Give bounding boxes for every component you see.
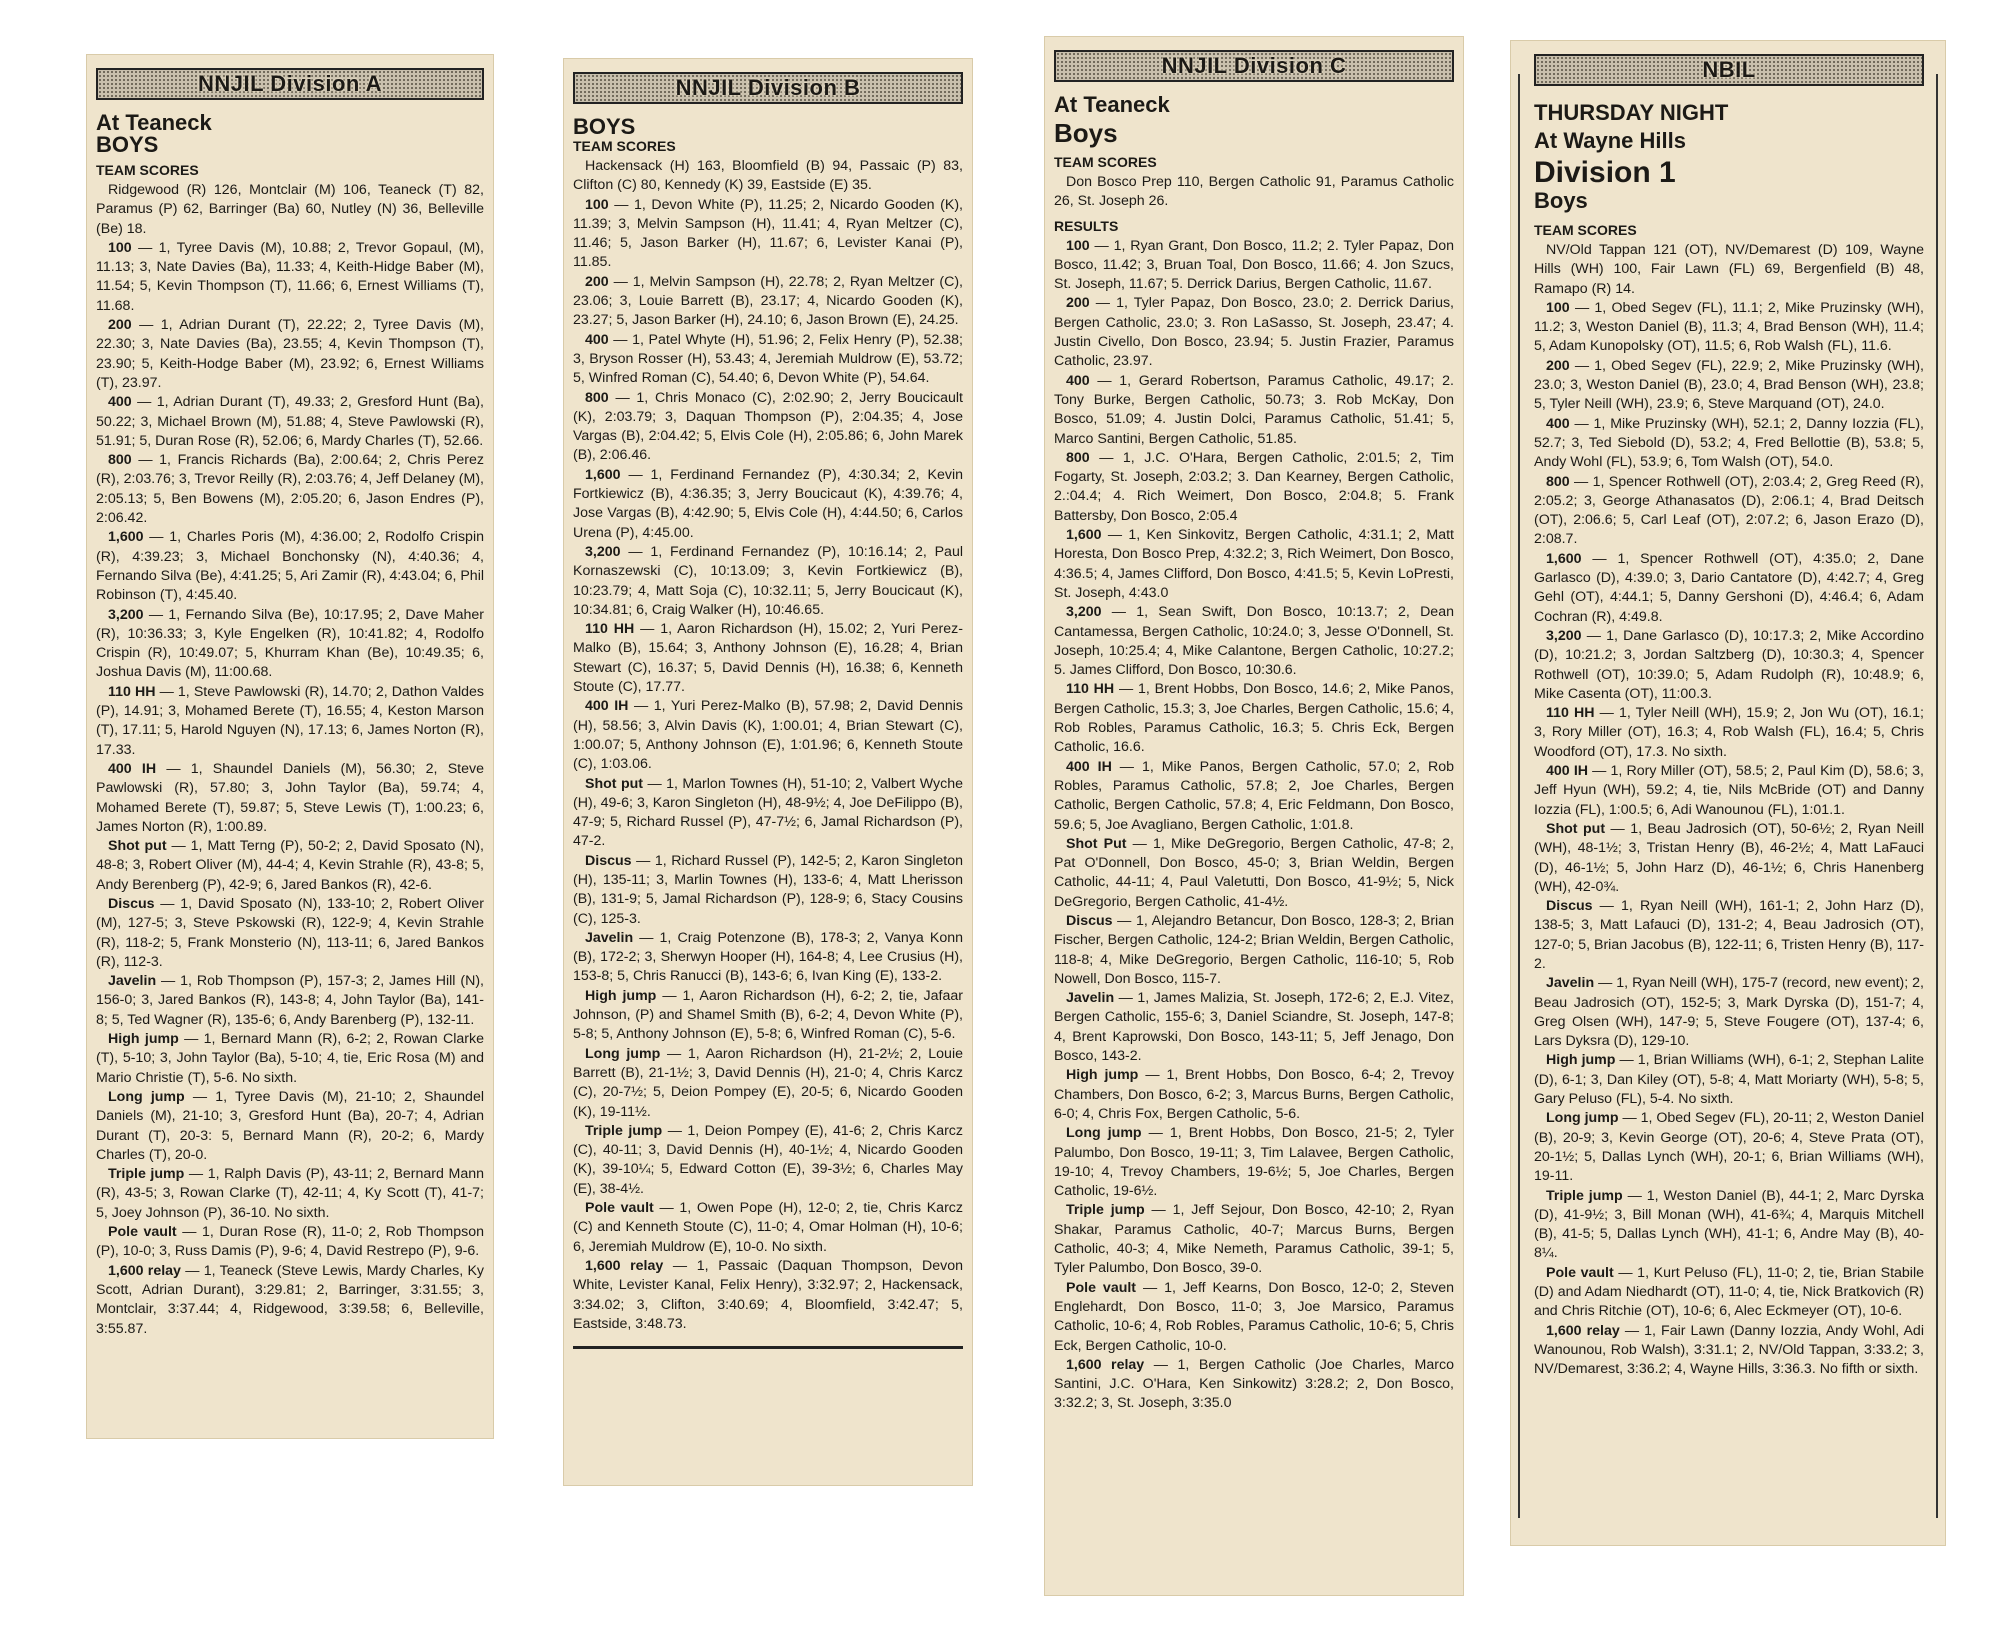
event-text: — 1, Rob Thompson (P), 157-3; 2, James Hill (N), 156-0; 3, Jared Bankos (R), 143-8; 4, John Taylor (Ba), 141-8; 5, Ted Wagner (R), 135-6; 6, Andy Barenberg (P), 132-11.	[96, 973, 484, 1028]
event-name: 1,600 relay	[1546, 1322, 1620, 1339]
event-result	[1054, 1066, 1454, 1124]
event-result	[96, 316, 484, 393]
clipping-division-a	[86, 54, 494, 1439]
event-name: Shot Put	[1066, 835, 1127, 852]
event-name: 110 HH	[1066, 681, 1115, 698]
event-result	[573, 1257, 963, 1334]
event-name: Triple jump	[585, 1122, 663, 1139]
event-text: — 1, Ralph Davis (P), 43-11; 2, Bernard Mann (R), 43-5; 3, Rowan Clarke (T), 42-11; 4, Ky Scott (T), 41-7; 5, Joey Johnson (P), 36-10. No sixth.	[96, 1166, 484, 1221]
event-text: — 1, Tyler Papaz, Don Bosco, 23.0; 2. Derrick Darius, Bergen Catholic, 23.0; 3. Ron LaSasso, St. Joseph, 23.47; 4. Justin Civello, Don Bosco, 23.94; 5. Justin Frazier, Paramus Catholic, 23.97.	[1054, 295, 1454, 370]
event-result	[573, 1199, 963, 1257]
event-text: — 1, Obed Segev (FL), 20-11; 2, Weston Daniel (B), 20-9; 3, Kevin George (OT), 20-6; 4, Steve Prata (OT), 20-1½; 5, Dallas Lynch (WH), 20-1; 6, Brian Williams (WH), 19-11.	[1534, 1110, 1924, 1185]
location-heading: At Teaneck	[1054, 92, 1170, 117]
event-result	[1534, 897, 1924, 974]
team-scores-label: TEAM SCORES	[1534, 222, 1637, 238]
banner-division-c	[1054, 50, 1454, 82]
event-text: — 1, Ryan Neill (WH), 161-1; 2, John Harz (D), 138-5; 3, Matt Lafauci (D), 131-2; 4, Beau Jadrosich (OT), 127-0; 5, Brian Jacobus (B), 122-11; 6, Tristen Henry (B), 117-2.	[1534, 898, 1924, 972]
event-text: — 1, Tyler Neill (WH), 15.9; 2, Jon Wu (OT), 16.1; 3, Rory Miller (OT), 16.3; 4, Rob Walsh (FL), 16.4; 5, Chris Woodford (OT), 17.3. No sixth.	[1534, 705, 1924, 760]
event-result	[1054, 1279, 1454, 1356]
event-result	[1534, 1264, 1924, 1322]
event-list	[1054, 237, 1454, 1414]
event-name: 800	[585, 389, 609, 406]
event-name: Pole vault	[585, 1200, 654, 1217]
event-name: 400 IH	[108, 760, 157, 777]
event-name: 400 IH	[1546, 763, 1589, 780]
event-result	[1054, 237, 1454, 295]
event-text: — 1, Patel Whyte (H), 51.96; 2, Felix Henry (P), 52.38; 3, Bryson Rosser (H), 53.43; 4, Jeremiah Muldrow (E), 53.72; 5, Winfred Roman (C), 54.40; 6, Devon White (P), 54.64.	[573, 331, 963, 387]
event-name: Javelin	[585, 929, 634, 946]
event-text: — 1, Beau Jadrosich (OT), 50-6½; 2, Ryan Neill (WH), 48-1½; 3, Tristan Henry (B), 46-2½; 4, Matt LaFauci (D), 46-1½; 5, John Harz (D), 46-1½; 6, Chris Hanenberg (WH), 42-0¾.	[1534, 820, 1924, 895]
event-name: Triple jump	[1066, 1202, 1145, 1219]
event-name: Shot put	[585, 775, 644, 792]
event-result	[96, 1030, 484, 1088]
event-name: 400	[585, 331, 609, 348]
event-name: 110 HH	[108, 683, 156, 700]
event-name: Long jump	[108, 1088, 185, 1105]
event-result	[1534, 1322, 1924, 1380]
event-name: Javelin	[108, 973, 157, 990]
event-text: — 1, Aaron Richardson (H), 21-2½; 2, Louie Barrett (B), 21-1½; 3, David Dennis (H), 21-0; 4, Chris Karcz (C), 20-7½; 5, Deion Pompey (E), 20-5; 6, Nicardo Gooden (K), 19-11½.	[573, 1045, 963, 1120]
event-text: — 1, Craig Potenzone (B), 178-3; 2, Vanya Konn (B), 172-2; 3, Sherwyn Hooper (H), 164-8; 4, Lee Crusius (H), 153-8; 5, Chris Ranucci (B), 143-6; 6, Ivan King (E), 133-2.	[573, 929, 963, 985]
event-text: — 1, Kurt Peluso (FL), 11-0; 2, tie, Brian Stabile (D) and Adam Niedhardt (OT), 11-0; 4, tie, Nick Bratkovich (R) and Chris Ritchie (OT), 10-6; 6, Alec Eckmeyer (OT), 10-6.	[1534, 1264, 1924, 1320]
event-result	[1054, 835, 1454, 912]
event-name: 100	[1546, 299, 1570, 316]
event-text: — 1, Ken Sinkovitz, Bergen Catholic, 4:31.1; 2, Matt Horesta, Don Bosco Prep, 4:32.2; 3, Rich Weimert, Don Bosco, 4:36.5; 4, James Clifford, Don Bosco, 4:41.5; 5, Kevin LoPresti, St. Joseph, 4:43.0	[1054, 527, 1454, 601]
event-text: — 1, Melvin Sampson (H), 22.78; 2, Ryan Meltzer (C), 23.06; 3, Louie Barrett (B), 23.17; 4, Nicardo Gooden (K), 23.27; 5, Jason Barker (H), 24.10; 6, Jason Brown (E), 24.25.	[573, 273, 963, 329]
event-list	[1534, 299, 1924, 1380]
event-result	[573, 196, 963, 273]
gender-heading: Boys	[1534, 188, 1588, 213]
event-text: — 1, Deion Pompey (E), 41-6; 2, Chris Karcz (C), 40-11; 3, David Dennis (H), 40-1½; 4, Nicardo Gooden (K), 39-10¼; 5, Edward Cotton (E), 39-3½; 6, Charles May (E), 38-4½.	[573, 1122, 963, 1197]
event-text: — 1, Owen Pope (H), 12-0; 2, tie, Chris Karcz (C) and Kenneth Stoute (C), 11-0; 4, Omar Holman (H), 10-6; 6, Jeremiah Muldrow (E), 10-0. No sixth.	[573, 1200, 963, 1255]
event-result	[573, 929, 963, 987]
event-name: 110 HH	[1546, 705, 1595, 722]
team-scores-label: TEAM SCORES	[1054, 154, 1157, 170]
event-name: 1,600 relay	[108, 1262, 181, 1279]
event-result	[1534, 357, 1924, 415]
event-result	[1534, 974, 1924, 1051]
event-text: — 1, David Sposato (N), 133-10; 2, Robert Oliver (M), 127-5; 3, Steve Pskowski (R), 122-9; 4, Kevin Strahle (R), 118-2; 5, Frank Monsterio (N), 113-11; 6, Jared Bankos (R), 112-3.	[96, 895, 484, 970]
event-result	[573, 852, 963, 929]
banner-title: NBIL	[1702, 57, 1756, 82]
event-name: 800	[1066, 449, 1090, 466]
event-result	[96, 1262, 484, 1339]
event-name: Discus	[108, 895, 155, 912]
event-result	[96, 837, 484, 895]
event-result	[1534, 299, 1924, 357]
event-result	[573, 389, 963, 466]
event-result	[96, 528, 484, 605]
event-text: — 1, Weston Daniel (B), 44-1; 2, Marc Dyrska (D), 41-9½; 3, Bill Monan (WH), 41-6¾; 4, Marquis Mitchell (B), 41-5; 5, Dallas Lynch (WH), 41-1; 6, Andre May (B), 40-8¼.	[1534, 1187, 1924, 1262]
event-text: — 1, Ferdinand Fernandez (P), 10:16.14; 2, Paul Kornaszewski (C), 10:13.09; 3, Kevin Fortkiewicz (B), 10:23.79; 4, Matt Soja (C), 10:32.11; 5, Jerry Boucicaut (K), 10:34.81; 6, Craig Walker (H), 10:46.65.	[573, 543, 963, 618]
event-result	[96, 606, 484, 683]
event-name: Discus	[1546, 898, 1593, 915]
event-text: — 1, Adrian Durant (T), 22.22; 2, Tyree Davis (M), 22.30; 3, Nate Davies (Ba), 23.55; 4, Kevin Thompson (T), 23.90; 5, Keith-Hodge Baber (M), 23.92; 6, Ernest Williams (T), 23.97.	[96, 317, 484, 391]
event-text: — 1, Jeff Sejour, Don Bosco, 42-10; 2, Ryan Shakar, Paramus Catholic, 40-7; Marcus Burns, Bergen Catholic, 40-3; 4, Mike Nemeth, Paramus Catholic, 39-1; 5, Tyler Palumbo, Don Bosco, 39-0.	[1054, 1202, 1454, 1277]
event-result	[1534, 550, 1924, 627]
banner-division-a	[96, 68, 484, 100]
team-scores-label: TEAM SCORES	[573, 138, 676, 154]
banner-nbil	[1534, 54, 1924, 86]
event-result	[1054, 912, 1454, 989]
event-name: High jump	[585, 987, 657, 1004]
event-name: 200	[1066, 295, 1090, 312]
event-result	[96, 239, 484, 316]
event-name: 400 IH	[585, 698, 629, 715]
event-result	[573, 466, 963, 543]
event-text: — 1, Ryan Neill (WH), 175-7 (record, new event); 2, Beau Jadrosich (OT), 152-5; 3, Mark Dyrska (D), 151-7; 4, Greg Olsen (WH), 147-9; 5, Steve Fougere (OT), 137-4; 6, Lars Dyksra (D), 129-10.	[1534, 975, 1924, 1050]
event-result	[1054, 1124, 1454, 1201]
event-result	[573, 273, 963, 331]
team-scores: Ridgewood (R) 126, Montclair (M) 106, Teaneck (T) 82, Paramus (P) 62, Barringer (Ba) 60, Nutley (N) 36, Belleville (Be) 18.	[96, 182, 484, 237]
event-name: 800	[108, 452, 132, 469]
event-result	[96, 683, 484, 760]
event-name: Pole vault	[108, 1224, 177, 1241]
event-name: 110 HH	[585, 621, 635, 638]
clipping-division-c	[1044, 36, 1464, 1596]
clipping-nbil	[1510, 40, 1946, 1546]
event-result	[1054, 372, 1454, 449]
event-result	[96, 760, 484, 837]
gender-heading: Boys	[1054, 118, 1118, 148]
event-name: High jump	[1546, 1052, 1616, 1069]
event-name: 800	[1546, 473, 1570, 490]
event-name: 1,600 relay	[585, 1257, 664, 1274]
event-result	[1054, 1201, 1454, 1278]
event-text: — 1, Obed Segev (FL), 11.1; 2, Mike Pruzinsky (WH), 11.2; 3, Weston Daniel (B), 11.3; 4, Brad Benson (WH), 11.4; 5, Adam Kunopolsky (OT), 11.5; 6, Rob Walsh (FL), 11.6.	[1534, 299, 1924, 355]
event-name: 3,200	[108, 606, 144, 623]
event-text: — 1, Shaundel Daniels (M), 56.30; 2, Steve Pawlowski (R), 57.80; 3, John Taylor (Ba), 59.74; 4, Mohamed Berete (T), 59.87; 5, Steve Lewis (T), 1:00.23; 6, James Norton (R), 1:00.89.	[96, 760, 484, 835]
event-name: 3,200	[1066, 604, 1102, 621]
gender-heading: BOYS	[573, 114, 636, 139]
banner-title: NNJIL Division C	[1161, 53, 1347, 78]
event-text: — 1, Adrian Durant (T), 49.33; 2, Gresford Hunt (Ba), 50.22; 3, Michael Brown (M), 51.88; 4, Steve Pawlowski (R), 51.91; 5, Duran Rose (R), 52.06; 6, Mardy Charles (T), 52.66.	[96, 394, 484, 449]
event-result	[573, 697, 963, 774]
event-result	[1534, 627, 1924, 704]
event-text: — 1, Chris Monaco (C), 2:02.90; 2, Jerry Boucicault (K), 2:03.79; 3, Daquan Thompson (P), 2:04.35; 4, Jose Vargas (B), 2:04.42; 5, Elvis Cole (H), 2:05.86; 6, John Marek (B), 2:06.46.	[573, 389, 963, 464]
banner-title: NNJIL Division A	[197, 71, 383, 96]
event-text: — 1, Richard Russel (P), 142-5; 2, Karon Singleton (H), 135-11; 3, Marlin Townes (H), 133-6; 4, Matt Lherisson (B), 131-9; 5, Jamal Richardson (P), 128-9; 6, Stacy Cousins (C), 125-3.	[573, 852, 963, 927]
event-result	[573, 775, 963, 852]
event-result	[96, 393, 484, 451]
event-name: Long jump	[585, 1045, 661, 1062]
team-scores: NV/Old Tappan 121 (OT), NV/Demarest (D) 109, Wayne Hills (WH) 100, Fair Lawn (FL) 69, Bergenfield (B) 48, Ramapo (R) 14.	[1534, 242, 1924, 297]
event-text: — 1, Spencer Rothwell (OT), 4:35.0; 2, Dane Garlasco (D), 4:39.0; 3, Dario Cantatore (D), 4:42.7; 4, Greg Gehl (OT), 4:44.1; 5, Danny Gershoni (D), 4:46.4; 6, Adam Cochran (R), 4:49.8.	[1534, 550, 1924, 625]
event-result	[573, 331, 963, 389]
event-result	[1534, 415, 1924, 473]
event-result	[573, 1122, 963, 1199]
gender-heading: BOYS	[96, 132, 159, 157]
event-list	[96, 239, 484, 1339]
event-result	[1534, 473, 1924, 550]
event-result	[96, 895, 484, 972]
event-result	[1054, 680, 1454, 757]
event-name: 1,600	[108, 529, 144, 546]
banner-title: NNJIL Division B	[675, 75, 861, 100]
event-result	[1054, 294, 1454, 371]
event-name: Pole vault	[1066, 1279, 1137, 1296]
location-heading: At Wayne Hills	[1534, 128, 1686, 153]
event-name: Javelin	[1546, 975, 1595, 992]
event-name: Discus	[585, 852, 632, 869]
event-name: Triple jump	[1546, 1187, 1623, 1204]
event-result	[1054, 449, 1454, 526]
division-heading: Division 1	[1534, 156, 1676, 189]
event-result	[573, 543, 963, 620]
event-result	[1054, 758, 1454, 835]
event-result	[96, 451, 484, 528]
event-list	[573, 196, 963, 1350]
team-scores-label: TEAM SCORES	[96, 162, 199, 178]
event-result	[573, 1045, 963, 1122]
event-text: — 1, Brent Hobbs, Don Bosco, 14.6; 2, Mike Panos, Bergen Catholic, 15.3; 3, Joe Charles, Bergen Catholic, 15.6; 4, Rob Robles, Paramus Catholic, 16.3; 5. Chris Eck, Bergen Catholic, 16.6.	[1054, 681, 1454, 756]
event-text: — 1, Tyree Davis (M), 10.88; 2, Trevor Gopaul, (M), 11.13; 3, Nate Davies (Ba), 11.33; 4, Keith-Hidge Baber (M), 11.54; 5, Kevin Thompson (T), 11.66; 6, Ernest Williams (T), 11.68.	[96, 239, 484, 314]
event-text: — 1, Charles Poris (M), 4:36.00; 2, Rodolfo Crispin (R), 4:39.23; 3, Michael Bonchonsky (N), 4:40.36; 4, Fernando Silva (Be), 4:41.25; 5, Ari Zamir (R), 4:43.04; 6, Phil Robinson (T), 4:45.40.	[96, 529, 484, 604]
event-text: — 1, Yuri Perez-Malko (B), 57.98; 2, David Dennis (H), 58.56; 3, Alvin Davis (K), 1:00.01; 4, Brian Stewart (C), 1:00.07; 5, Anthony Johnson (E), 1:01.96; 6, Kenneth Stoute (C), 1:03.06.	[573, 698, 963, 773]
location-heading: At Teaneck	[96, 110, 212, 135]
event-text: — 1, Devon White (P), 11.25; 2, Nicardo Gooden (K), 11.39; 3, Melvin Sampson (H), 11.41; 4, Ryan Meltzer (C), 11.46; 5, Jason Barker (H), 11.67; 6, Levister Kanai (P), 11.85.	[573, 196, 963, 271]
event-result	[1054, 989, 1454, 1066]
event-name: Shot put	[1546, 820, 1606, 837]
clipping-division-b	[563, 58, 973, 1486]
event-result	[1534, 762, 1924, 820]
event-text: — 1, Gerard Robertson, Paramus Catholic, 49.17; 2. Tony Burke, Bergen Catholic, 50.73; 3. Rob McKay, Don Bosco, 51.09; 4. Justin Dolci, Paramus Catholic, 51.41; 5, Marco Santini, Bergen Catholic, 51.85.	[1054, 372, 1454, 447]
event-name: Triple jump	[108, 1166, 185, 1183]
event-text: — 1, James Malizia, St. Joseph, 172-6; 2, E.J. Vitez, Bergen Catholic, 155-6; 3, Daniel Sciandre, St. Joseph, 147-8; 4, Brent Kaprowski, Don Bosco, 143-11; 5, Jeff Jenago, Don Bosco, 143-2.	[1054, 990, 1454, 1065]
bottom-rule	[573, 1346, 963, 1349]
event-result	[1054, 526, 1454, 603]
event-text: — 1, Brent Hobbs, Don Bosco, 6-4; 2, Trevoy Chambers, Don Bosco, 6-2; 3, Marcus Burns, Bergen Catholic, 6-0; 4, Chris Fox, Bergen Catholic, 5-6.	[1054, 1067, 1454, 1122]
event-name: 1,600 relay	[1066, 1356, 1145, 1373]
event-result	[1054, 603, 1454, 680]
event-text: — 1, Fair Lawn (Danny Iozzia, Andy Wohl, Adi Wanounou, Rob Walsh), 3:31.1; 2, NV/Old Tappan, 3:33.2; 3, NV/Demarest, 3:36.2; 4, Wayne Hills, 3:36.3. No fifth or sixth.	[1534, 1322, 1924, 1378]
event-text: — 1, Ferdinand Fernandez (P), 4:30.34; 2, Kevin Fortkiewicz (B), 4:36.35; 3, Jerry Boucicaut (K), 4:39.76; 4, Jose Vargas (B), 4:42.90; 5, Elvis Cole (H), 4:44.50; 6, Carlos Urena (P), 4:45.00.	[573, 466, 963, 541]
event-name: 1,600	[1546, 550, 1582, 567]
event-text: — 1, Francis Richards (Ba), 2:00.64; 2, Chris Perez (R), 2:03.76; 3, Trevor Reilly (R), 2:03.76; 4, Jeff Delaney (M), 2:05.13; 5, Ben Bowens (M), 2:05.20; 6, Jason Endres (P), 2:06.42.	[96, 452, 484, 527]
event-text: — 1, Obed Segev (FL), 22.9; 2, Mike Pruzinsky (WH), 23.0; 3, Weston Daniel (B), 23.0; 4, Brad Benson (WH), 23.8; 5, Tyler Neill (WH), 23.9; 6, Steve Marquand (OT), 24.0.	[1534, 357, 1924, 413]
event-name: 100	[108, 239, 132, 256]
event-text: — 1, Brent Hobbs, Don Bosco, 21-5; 2, Tyler Palumbo, Don Bosco, 19-11; 3, Tim Lalavee, Bergen Catholic, 19-10; 4, Trevoy Chambers, 19-6½; 5, Joe Charles, Bergen Catholic, 19-6½.	[1054, 1125, 1454, 1200]
event-text: — 1, Mike Panos, Bergen Catholic, 57.0; 2, Rob Robles, Paramus Catholic, 57.8; 2, Joe Charles, Bergen Catholic, Bergen Catholic, 57.8; 4, Eric Feldmann, Don Bosco, 59.6; 5, Joe Avagliano, Bergen Catholic, 1:01.8.	[1054, 758, 1454, 833]
event-name: 400 IH	[1066, 758, 1112, 775]
event-text: — 1, Spencer Rothwell (OT), 2:03.4; 2, Greg Reed (R), 2:05.2; 3, George Athanasatos (D), 2:06.1; 4, Brad Deitsch (OT), 2:06.6; 5, Carl Leaf (OT), 2:07.2; 6, Jason Erazo (D), 2:08.7.	[1534, 473, 1924, 548]
event-text: — 1, Dane Garlasco (D), 10:17.3; 2, Mike Accordino (D), 10:21.2; 3, Jordan Saltzberg (D), 10:30.3; 4, Spencer Rothwell (OT), 10:39.0; 5, Adam Rudolph (R), 10:48.9; 6, Mike Casenta (OT), 11:00.3.	[1534, 627, 1924, 702]
event-result	[573, 987, 963, 1045]
event-name: Shot put	[108, 838, 167, 855]
event-text: — 1, Steve Pawlowski (R), 14.70; 2, Dathon Valdes (P), 14.91; 3, Mohamed Berete (T), 16.55; 4, Keston Marson (T), 17.11; 5, Harold Nguyen (N), 17.13; 6, James Norton (R), 17.33.	[96, 683, 484, 758]
event-text: — 1, Fernando Silva (Be), 10:17.95; 2, Dave Maher (R), 10:36.33; 3, Kyle Engelken (R), 10:41.82; 4, Rodolfo Crispin (R), 10:49.07; 5, Khurram Khan (Be), 10:49.35; 6, Joshua Davis (M), 11:00.68.	[96, 606, 484, 681]
event-name: 3,200	[1546, 627, 1582, 644]
event-result	[96, 1165, 484, 1223]
team-scores: Hackensack (H) 163, Bloomfield (B) 94, Passaic (P) 83, Clifton (C) 80, Kennedy (K) 39, Eastside (E) 35.	[573, 158, 963, 194]
event-result	[1054, 1356, 1454, 1414]
event-name: Long jump	[1546, 1110, 1619, 1127]
event-name: 400	[1546, 415, 1570, 432]
event-name: 200	[585, 273, 609, 290]
event-text: — 1, Duran Rose (R), 11-0; 2, Rob Thompson (P), 10-0; 3, Russ Damis (P), 9-6; 4, David Restrepo (P), 9-6.	[96, 1224, 484, 1260]
event-text: — 1, Sean Swift, Don Bosco, 10:13.7; 2, Dean Cantamessa, Bergen Catholic, 10:24.0; 3, Jesse O'Donnell, St. Joseph, 10:25.4; 4, Mike Calantone, Bergen Catholic, 10:27.2; 5. James Clifford, Don Bosco, 10:30.6.	[1054, 604, 1454, 679]
event-text: — 1, Rory Miller (OT), 58.5; 2, Paul Kim (D), 58.6; 3, Jeff Hyun (WH), 59.2; 4, tie, Nils McBride (OT) and Danny Iozzia (FL), 1:00.5; 6, Adi Wanounou (FL), 1:01.1.	[1534, 763, 1924, 818]
night-heading: THURSDAY NIGHT	[1534, 100, 1729, 125]
event-text: — 1, Marlon Townes (H), 51-10; 2, Valbert Wyche (H), 49-6; 3, Karon Singleton (H), 48-9½; 4, Joe DeFilippo (B), 47-9; 5, Richard Russel (P), 47-7½; 6, Jamal Richardson (P), 47-2.	[573, 775, 963, 850]
event-result	[96, 972, 484, 1030]
event-text: — 1, Aaron Richardson (H), 15.02; 2, Yuri Perez-Malko (B), 15.64; 3, Anthony Johnson (E), 16.28; 4, Brian Stewart (C), 16.37; 5, David Dennis (H), 16.38; 6, Kenneth Stoute (C), 17.77.	[573, 621, 963, 696]
event-result	[1534, 1187, 1924, 1264]
event-name: 100	[1066, 237, 1090, 254]
event-result	[573, 620, 963, 697]
event-name: High jump	[108, 1031, 179, 1048]
results-label: RESULTS	[1054, 217, 1119, 234]
event-name: 200	[108, 317, 132, 334]
event-text: — 1, J.C. O'Hara, Bergen Catholic, 2:01.5; 2, Tim Fogarty, St. Joseph, 2:03.2; 3. Dan Kearney, Bergen Catholic, 2.:04.4; 4. Rich Weimert, Don Bosco, 2:04.8; 5. Frank Battersby, Don Bosco, 2:05.4	[1054, 449, 1454, 524]
event-text: — 1, Matt Terng (P), 50-2; 2, David Sposato (N), 48-8; 3, Robert Oliver (M), 44-4; 4, Kevin Strahle (R), 43-8; 5, Andy Berenberg (P), 42-9; 6, Jared Bankos (R), 42-6.	[96, 838, 484, 893]
event-result	[96, 1223, 484, 1262]
event-name: Javelin	[1066, 990, 1115, 1007]
event-text: — 1, Passaic (Daquan Thompson, Devon White, Levister Kanal, Felix Henry), 3:32.97; 2, Hackensack, 3:34.02; 3, Clifton, 3:40.69; 4, Bloomfield, 3:42.47; 5, Eastside, 3:48.73.	[573, 1257, 963, 1332]
event-text: — 1, Mike DeGregorio, Bergen Catholic, 47-8; 2, Pat O'Donnell, Don Bosco, 45-0; 3, Brian Weldin, Bergen Catholic, 44-11; 4, Paul Valetutti, Don Bosco, 41-9½; 5, Nick DeGregorio, Bergen Catholic, 41-4½.	[1054, 835, 1454, 910]
event-text: — 1, Bergen Catholic (Joe Charles, Marco Santini, J.C. O'Hara, Ken Sinkowitz) 3:28.2; 2, Don Bosco, 3:32.2; 3, St. Joseph, 3:35.0	[1054, 1356, 1454, 1412]
team-scores: Don Bosco Prep 110, Bergen Catholic 91, Paramus Catholic 26, St. Joseph 26.	[1054, 174, 1454, 210]
event-name: 400	[108, 394, 132, 411]
event-text: — 1, Alejandro Betancur, Don Bosco, 128-3; 2, Brian Fischer, Bergen Catholic, 124-2; Brian Weldin, Bergen Catholic, 118-8; 4, Mike DeGregorio, Bergen Catholic, 116-10; 5, Rob Nowell, Don Bosco, 115-7.	[1054, 912, 1454, 987]
event-result	[1534, 1051, 1924, 1109]
event-name: 3,200	[585, 543, 621, 560]
event-text: — 1, Jeff Kearns, Don Bosco, 12-0; 2, Steven Englehardt, Don Bosco, 11-0; 3, Joe Marsico, Paramus Catholic, 10-6; 4, Rob Robles, Paramus Catholic, 10-6; 5, Chris Eck, Bergen Catholic, 10-0.	[1054, 1279, 1454, 1354]
event-name: High jump	[1066, 1067, 1139, 1084]
event-name: Long jump	[1066, 1125, 1142, 1142]
event-name: 200	[1546, 357, 1570, 374]
event-name: 1,600	[1066, 527, 1102, 544]
event-name: 1,600	[585, 466, 621, 483]
event-text: — 1, Bernard Mann (R), 6-2; 2, Rowan Clarke (T), 5-10; 3, John Taylor (Ba), 5-10; 4, tie, Eric Rosa (M) and Mario Christie (T), 5-6. No sixth.	[96, 1031, 484, 1086]
event-text: — 1, Teaneck (Steve Lewis, Mardy Charles, Ky Scott, Adrian Durant), 3:29.81; 2, Barringer, 3:31.55; 3, Montclair, 3:37.44; 4, Ridgewood, 3:39.58; 6, Belleville, 3:55.87.	[96, 1262, 484, 1337]
event-name: Pole vault	[1546, 1264, 1614, 1281]
event-name: 400	[1066, 372, 1090, 389]
banner-division-b	[573, 72, 963, 104]
event-text: — 1, Ryan Grant, Don Bosco, 11.2; 2. Tyler Papaz, Don Bosco, 11.42; 3, Bruan Toal, Don Bosco, 11.66; 4. Jon Szucs, St. Joseph, 11.67; 5. Derrick Darius, Bergen Catholic, 11.67.	[1054, 237, 1454, 293]
event-text: — 1, Tyree Davis (M), 21-10; 2, Shaundel Daniels (M), 21-10; 3, Gresford Hunt (Ba), 20-7; 4, Adrian Durant (T), 20-3: 5, Bernard Mann (R), 20-2; 6, Mardy Charles (T), 20-0.	[96, 1088, 484, 1163]
event-text: — 1, Aaron Richardson (H), 6-2; 2, tie, Jafaar Johnson, (P) and Shamel Smith (B), 6-2; 4, Devon White (P), 5-8; 5, Anthony Johnson (E), 5-8; 6, Winfred Roman (C), 5-6.	[573, 987, 963, 1043]
event-result	[1534, 1109, 1924, 1186]
event-result	[1534, 820, 1924, 897]
event-text: — 1, Mike Pruzinsky (WH), 52.1; 2, Danny Iozzia (FL), 52.7; 3, Ted Siebold (D), 53.2; 4, Fred Bellottie (B), 53.8; 5, Andy Wohl (FL), 53.9; 6, Tom Walsh (OT), 54.0.	[1534, 415, 1924, 471]
event-result	[1534, 704, 1924, 762]
event-name: 100	[585, 196, 609, 213]
event-name: Discus	[1066, 912, 1113, 929]
event-result	[96, 1088, 484, 1165]
event-text: — 1, Brian Williams (WH), 6-1; 2, Stephan Lalite (D), 6-1; 3, Dan Kiley (OT), 5-8; 4, Matt Moriarty (WH), 5-8; 5, Gary Peluso (FL), 5-4. No sixth.	[1534, 1052, 1924, 1108]
